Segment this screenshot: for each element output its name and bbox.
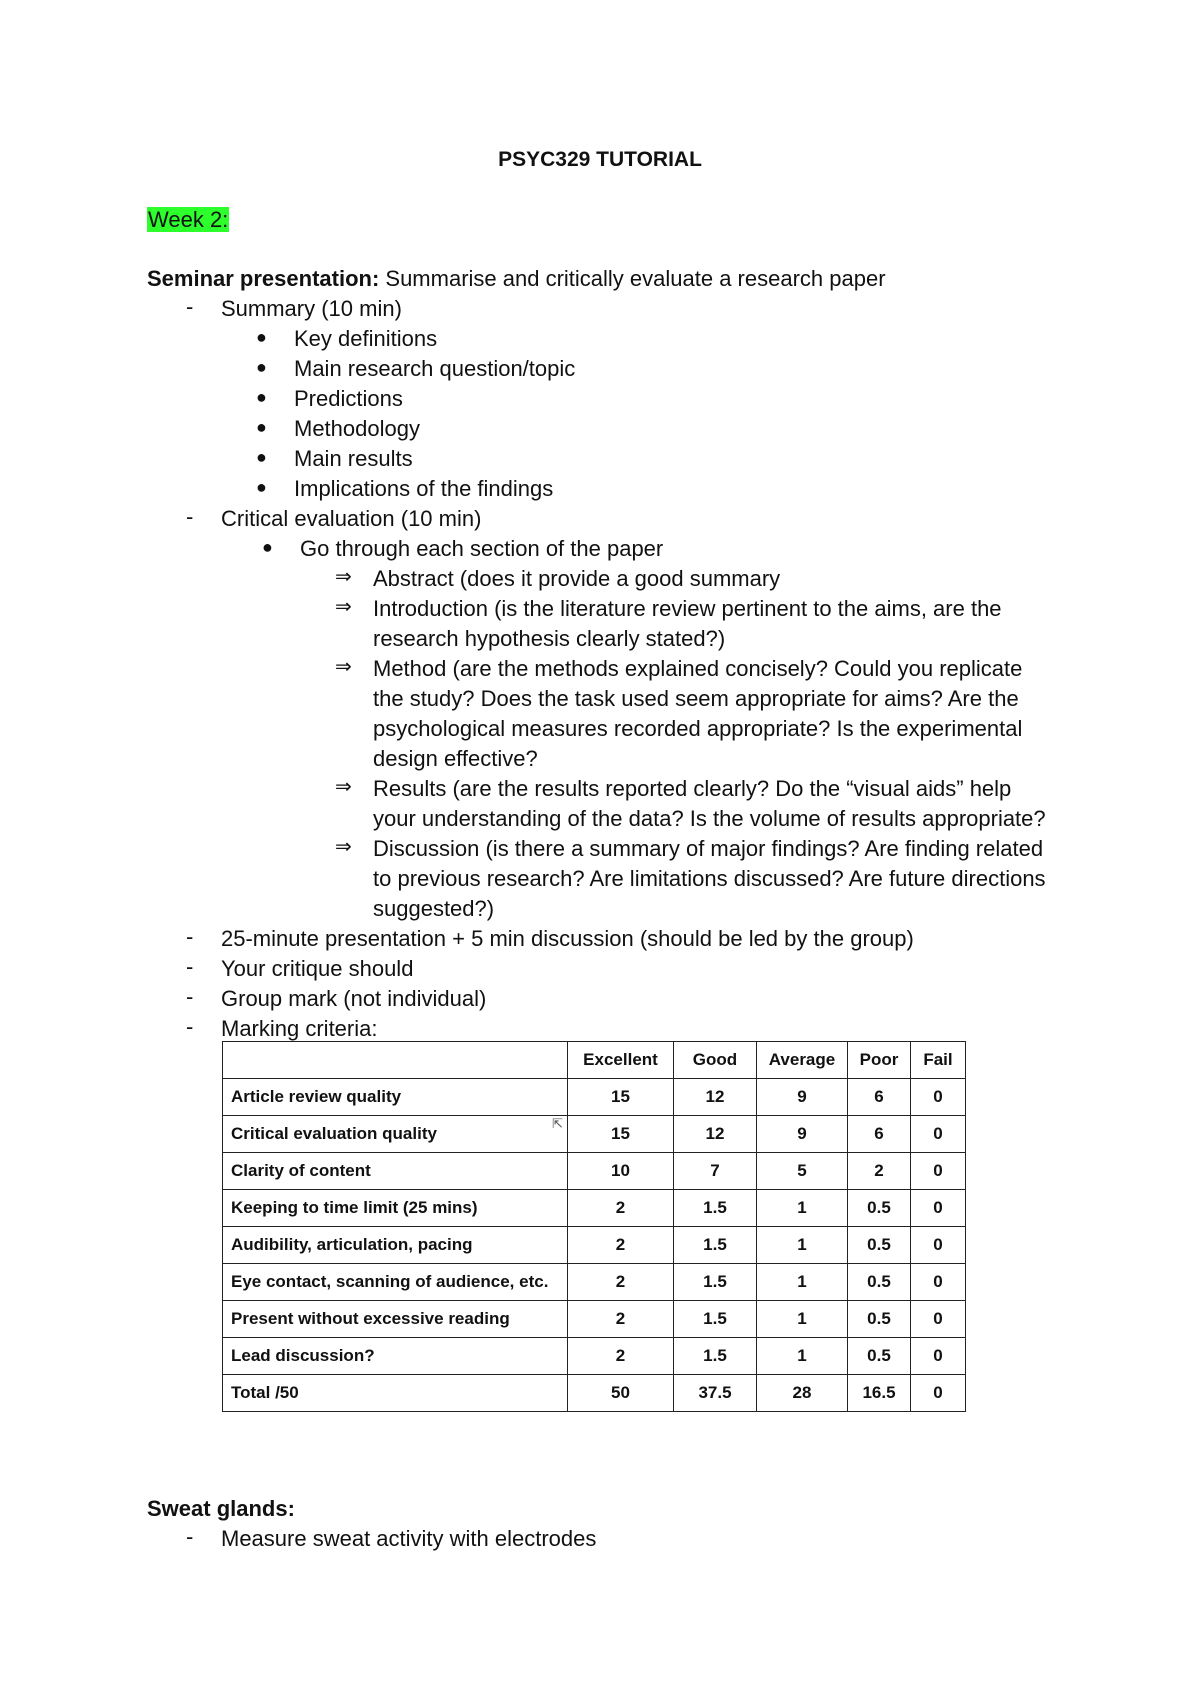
score-cell: 1.5 — [674, 1227, 757, 1264]
score-cell: 0 — [911, 1227, 966, 1264]
section-item: Abstract (does it provide a good summary — [373, 566, 781, 591]
score-cell: 2 — [568, 1338, 674, 1375]
criterion-cell: Keeping to time limit (25 mins) — [223, 1190, 568, 1227]
criterion-cell: Eye contact, scanning of audience, etc. — [223, 1264, 568, 1301]
bullet-marker: ● — [256, 447, 267, 467]
score-cell: 1 — [757, 1264, 848, 1301]
table-header-cell — [223, 1042, 568, 1079]
score-cell: 0.5 — [848, 1264, 911, 1301]
dash-marker: - — [186, 294, 194, 319]
score-cell: 1.5 — [674, 1301, 757, 1338]
section-item-cont: suggested?) — [373, 896, 495, 921]
arrow-icon: ⇒ — [335, 836, 352, 858]
score-cell: 0 — [911, 1190, 966, 1227]
list-item: Main research question/topic — [294, 356, 576, 381]
score-cell: 0.5 — [848, 1227, 911, 1264]
section-item-cont: your understanding of the data? Is the volume of results appropriate? — [373, 806, 1046, 831]
section-item-cont: research hypothesis clearly stated?) — [373, 626, 726, 651]
section-item: Discussion (is there a summary of major findings? Are finding related — [373, 836, 1044, 861]
point-item: Group mark (not individual) — [221, 986, 487, 1011]
page-title: PSYC329 TUTORIAL — [498, 148, 702, 171]
criterion-cell: Article review quality — [223, 1079, 568, 1116]
table-header-cell: Good — [674, 1042, 757, 1079]
dash-marker: - — [186, 504, 194, 529]
score-cell: 6 — [848, 1079, 911, 1116]
section-heading: Sweat glands: — [147, 1496, 295, 1521]
score-cell: 5 — [757, 1153, 848, 1190]
dash-marker: - — [186, 954, 194, 979]
score-cell: 2 — [568, 1190, 674, 1227]
table-header-cell: Poor — [848, 1042, 911, 1079]
critical-label: Critical evaluation (10 min) — [221, 506, 482, 531]
score-cell: 37.5 — [674, 1375, 757, 1412]
criterion-cell: Clarity of content — [223, 1153, 568, 1190]
criterion-cell: Present without excessive reading — [223, 1301, 568, 1338]
bullet-marker: ● — [256, 357, 267, 377]
point-item: Measure sweat activity with electrodes — [221, 1526, 597, 1551]
score-cell: 15 — [568, 1079, 674, 1116]
bullet-marker: ● — [256, 327, 267, 347]
cursor-icon: ⇱ — [552, 1116, 563, 1131]
score-cell: 1 — [757, 1227, 848, 1264]
list-item: Methodology — [294, 416, 420, 441]
criterion-cell: Lead discussion? — [223, 1338, 568, 1375]
score-cell: 1.5 — [674, 1190, 757, 1227]
section-item-cont: psychological measures recorded appropriate? Is the experimental — [373, 716, 1023, 741]
score-cell: 0.5 — [848, 1301, 911, 1338]
score-cell: 28 — [757, 1375, 848, 1412]
score-cell: 2 — [848, 1153, 911, 1190]
marking-criteria-table — [222, 1041, 966, 1412]
table-header-cell: Fail — [911, 1042, 966, 1079]
table-row — [223, 1190, 966, 1227]
arrow-icon: ⇒ — [335, 596, 352, 618]
score-cell: 9 — [757, 1079, 848, 1116]
arrow-icon: ⇒ — [335, 656, 352, 678]
bullet-marker: ● — [256, 387, 267, 407]
table-header-cell: Excellent — [568, 1042, 674, 1079]
score-cell: 1 — [757, 1338, 848, 1375]
list-item: Key definitions — [294, 326, 438, 351]
score-cell: 0 — [911, 1116, 966, 1153]
table-row — [223, 1227, 966, 1264]
arrow-icon: ⇒ — [335, 566, 352, 588]
score-cell: 1.5 — [674, 1338, 757, 1375]
point-item: Your critique should — [221, 956, 414, 981]
score-cell: 7 — [674, 1153, 757, 1190]
section-item-cont: the study? Does the task used seem appropriate for aims? Are the — [373, 686, 1019, 711]
week-heading — [147, 205, 229, 234]
table-row — [223, 1079, 966, 1116]
table-total-row — [223, 1375, 966, 1412]
score-cell: 15 — [568, 1116, 674, 1153]
score-cell: 0 — [911, 1079, 966, 1116]
score-cell: 10 — [568, 1153, 674, 1190]
section-item: Introduction (is the literature review pertinent to the aims, are the — [373, 596, 1002, 621]
score-cell: 1 — [757, 1301, 848, 1338]
score-cell: 0 — [911, 1153, 966, 1190]
dash-marker: - — [186, 924, 194, 949]
score-cell: 0 — [911, 1264, 966, 1301]
bullet-marker: ● — [256, 477, 267, 497]
table-row — [223, 1301, 966, 1338]
score-cell: 1.5 — [674, 1264, 757, 1301]
point-item: Marking criteria: — [221, 1016, 378, 1041]
score-cell: 2 — [568, 1301, 674, 1338]
dash-marker: - — [186, 1014, 194, 1039]
score-cell: 50 — [568, 1375, 674, 1412]
dash-marker: - — [186, 1524, 194, 1549]
table-row — [223, 1338, 966, 1375]
bullet-marker: ● — [262, 537, 273, 557]
dash-marker: - — [186, 984, 194, 1009]
score-cell: 12 — [674, 1079, 757, 1116]
table-row — [223, 1116, 966, 1153]
summary-label: Summary (10 min) — [221, 296, 402, 321]
list-item: Predictions — [294, 386, 403, 411]
score-cell: 0 — [911, 1301, 966, 1338]
section-item-cont: to previous research? Are limitations discussed? Are future directions — [373, 866, 1046, 891]
list-item: Implications of the findings — [294, 476, 554, 501]
score-cell: 1 — [757, 1190, 848, 1227]
score-cell: 0.5 — [848, 1338, 911, 1375]
section-item: Method (are the methods explained concisely? Could you replicate — [373, 656, 1023, 681]
table-header-row — [223, 1042, 966, 1079]
week-highlight: Week 2: — [148, 207, 229, 232]
table-row — [223, 1153, 966, 1190]
score-cell: 16.5 — [848, 1375, 911, 1412]
list-item: Go through each section of the paper — [300, 536, 664, 561]
criterion-cell: Audibility, articulation, pacing — [223, 1227, 568, 1264]
point-item: 25-minute presentation + 5 min discussion (should be led by the group) — [221, 926, 914, 951]
score-cell: 9 — [757, 1116, 848, 1153]
score-cell: 6 — [848, 1116, 911, 1153]
table-row — [223, 1264, 966, 1301]
score-cell: 2 — [568, 1227, 674, 1264]
arrow-icon: ⇒ — [335, 776, 352, 798]
list-item: Main results — [294, 446, 413, 471]
criterion-cell: Critical evaluation quality — [223, 1116, 568, 1153]
table-header-cell: Average — [757, 1042, 848, 1079]
score-cell: 0.5 — [848, 1190, 911, 1227]
section-item: Results (are the results reported clearly? Do the “visual aids” help — [373, 776, 1012, 801]
bullet-marker: ● — [256, 417, 267, 437]
seminar-line — [147, 264, 886, 293]
score-cell: 12 — [674, 1116, 757, 1153]
seminar-label: Seminar presentation: — [147, 266, 380, 291]
criterion-cell: Total /50 — [223, 1375, 568, 1412]
score-cell: 0 — [911, 1375, 966, 1412]
seminar-text: Summarise and critically evaluate a research paper — [379, 266, 886, 291]
score-cell: 2 — [568, 1264, 674, 1301]
section-item-cont: design effective? — [373, 746, 538, 771]
score-cell: 0 — [911, 1338, 966, 1375]
